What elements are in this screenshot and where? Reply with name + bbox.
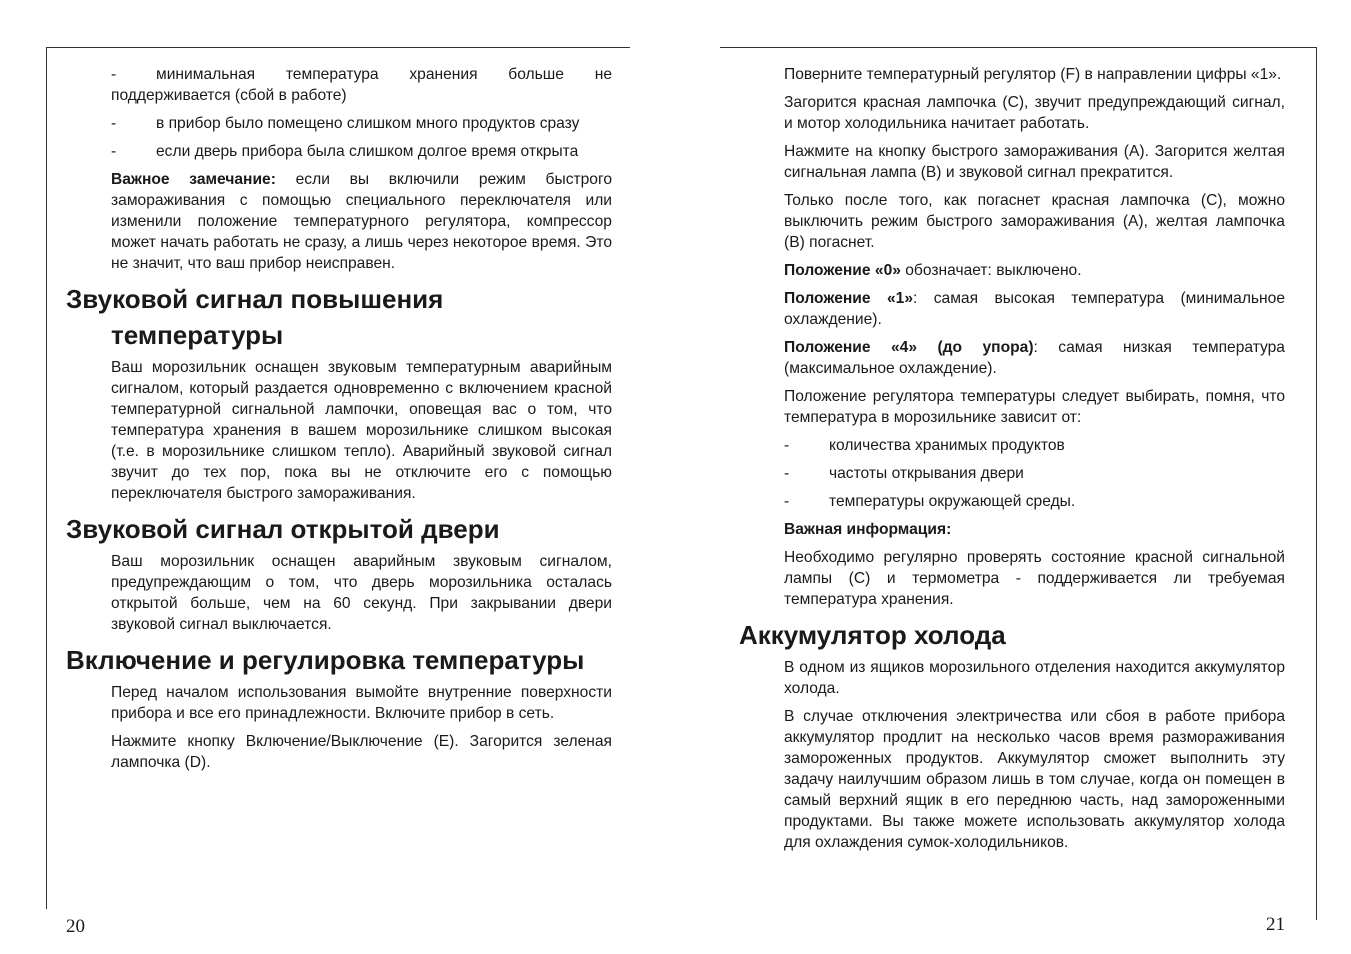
position-lead: Положение «4» (до упора)	[784, 339, 1034, 356]
list-item: - в прибор было помещено слишком много продуктов сразу	[111, 115, 580, 132]
list-item: - если дверь прибора была слишком долгое время открыта	[111, 143, 579, 160]
page-number-right: 21	[1266, 914, 1285, 935]
heading-cold-accumulator: Аккумулятор холода	[739, 620, 1006, 650]
list-item-text: если дверь прибора была слишком долгое время открыта	[156, 143, 579, 160]
paragraph: Нажмите на кнопку быстрого замораживания (A). Загорится желтая сигнальная лампа (B) и звуковой сигнал прекратится.	[784, 143, 1285, 181]
paragraph: Только после того, как погаснет красная лампочка (C), можно выключить режим быстрого замораживания (A), желтая лампочка (B) погаснет.	[784, 192, 1285, 251]
heading-door-alarm: Звуковой сигнал открытой двери	[66, 514, 500, 544]
right-page-column	[739, 64, 1285, 860]
list-item: - температуры окружающей среды.	[784, 491, 1285, 512]
important-info-label: Важная информация:	[784, 521, 952, 538]
paragraph: Ваш морозильник оснащен аварийным звуковым сигналом, предупреждающим о том, что дверь морозильника осталась открытой больше, чем на 60 секунд. При закрывании двери звуковой сигнал выключается.	[111, 553, 612, 633]
position-text: : самая низкая температура (максимальное охлаждение).	[784, 339, 1285, 377]
paragraph: Необходимо регулярно проверять состояние красной сигнальной лампы (C) и термометра - поддерживается ли требуемая температура хранения.	[784, 549, 1285, 608]
right-page-side-rule	[1316, 47, 1317, 920]
paragraph: Поверните температурный регулятор (F) в направлении цифры «1».	[784, 66, 1282, 83]
note-lead: Важное замечание:	[111, 171, 276, 188]
paragraph: Загорится красная лампочка (C), звучит предупреждающий сигнал, и мотор холодильника начитает работать.	[784, 94, 1285, 132]
paragraph: В одном из ящиков морозильного отделения находится аккумулятор холода.	[784, 659, 1285, 697]
paragraph: В случае отключения электричества или сбоя в работе прибора аккумулятор продлит на несколько часов время размораживания замороженных продуктов. Аккумулятор сможет выполнить эту задачу наилучшим образом лишь в том случае, когда он помещен в самый верхний ящик в его переднюю часть, над замороженными продуктами. Вы также можете использовать аккумулятор холода для охлаждения сумок-холодильников.	[784, 708, 1285, 851]
list-item-text: минимальная температура хранения больше не поддерживается (сбой в работе)	[111, 66, 612, 104]
list-item: - минимальная температура хранения больше не поддерживается (сбой в работе)	[111, 66, 612, 104]
position-0	[784, 260, 1285, 281]
position-1	[784, 288, 1285, 330]
left-page-side-rule	[46, 47, 47, 909]
paragraph: Положение регулятора температуры следует выбирать, помня, что температура в морозильнике зависит от:	[784, 388, 1285, 426]
list-item-text: температуры окружающей среды.	[829, 493, 1076, 510]
position-lead: Положение «1»	[784, 290, 913, 307]
position-lead: Положение «0»	[784, 262, 901, 279]
list-item-text: в прибор было помещено слишком много продуктов сразу	[156, 115, 580, 132]
page-number-left: 20	[66, 916, 85, 937]
list-item-text: количества хранимых продуктов	[829, 437, 1065, 454]
left-page-column	[66, 64, 612, 780]
position-4	[784, 337, 1285, 379]
paragraph: Ваш морозильник оснащен звуковым температурным аварийным сигналом, который раздается одновременно с включением красной температурной сигнальной лампочки, оповещая вас о том, что температура хранения в вашем морозильнике слишком высокая (т.е. в морозильнике слишком тепло). Аварийный звуковой сигнал звучит до тех пор, пока вы не отключите его с помощью переключателя быстрого замораживания.	[111, 359, 612, 502]
paragraph: Перед началом использования вымойте внутренние поверхности прибора и все его принадлежности. Включите прибор в сеть.	[111, 684, 612, 722]
position-text: обозначает: выключено.	[900, 262, 1082, 279]
heading-switch-on-regulation: Включение и регулировка температуры	[66, 645, 585, 675]
important-note	[111, 169, 612, 274]
list-item: - частоты открывания двери	[784, 463, 1285, 484]
list-item: - количества хранимых продуктов	[784, 435, 1285, 456]
list-item-text: частоты открывания двери	[829, 465, 1024, 482]
heading-temperature-alarm: Звуковой сигнал повышения температуры	[66, 284, 444, 350]
paragraph: Нажмите кнопку Включение/Выключение (E). Загорится зеленая лампочка (D).	[111, 733, 612, 771]
position-text: : самая высокая температура (минимальное охлаждение).	[784, 290, 1285, 328]
note-text: если вы включили режим быстрого замораживания с помощью специального переключателя или изменили положение температурного регулятора, компрессор может начать работать не сразу, а лишь через некоторое время. Это не значит, что ваш прибор неисправен.	[111, 171, 612, 272]
right-page-top-rule	[720, 47, 1317, 48]
left-page-top-rule	[46, 47, 630, 48]
